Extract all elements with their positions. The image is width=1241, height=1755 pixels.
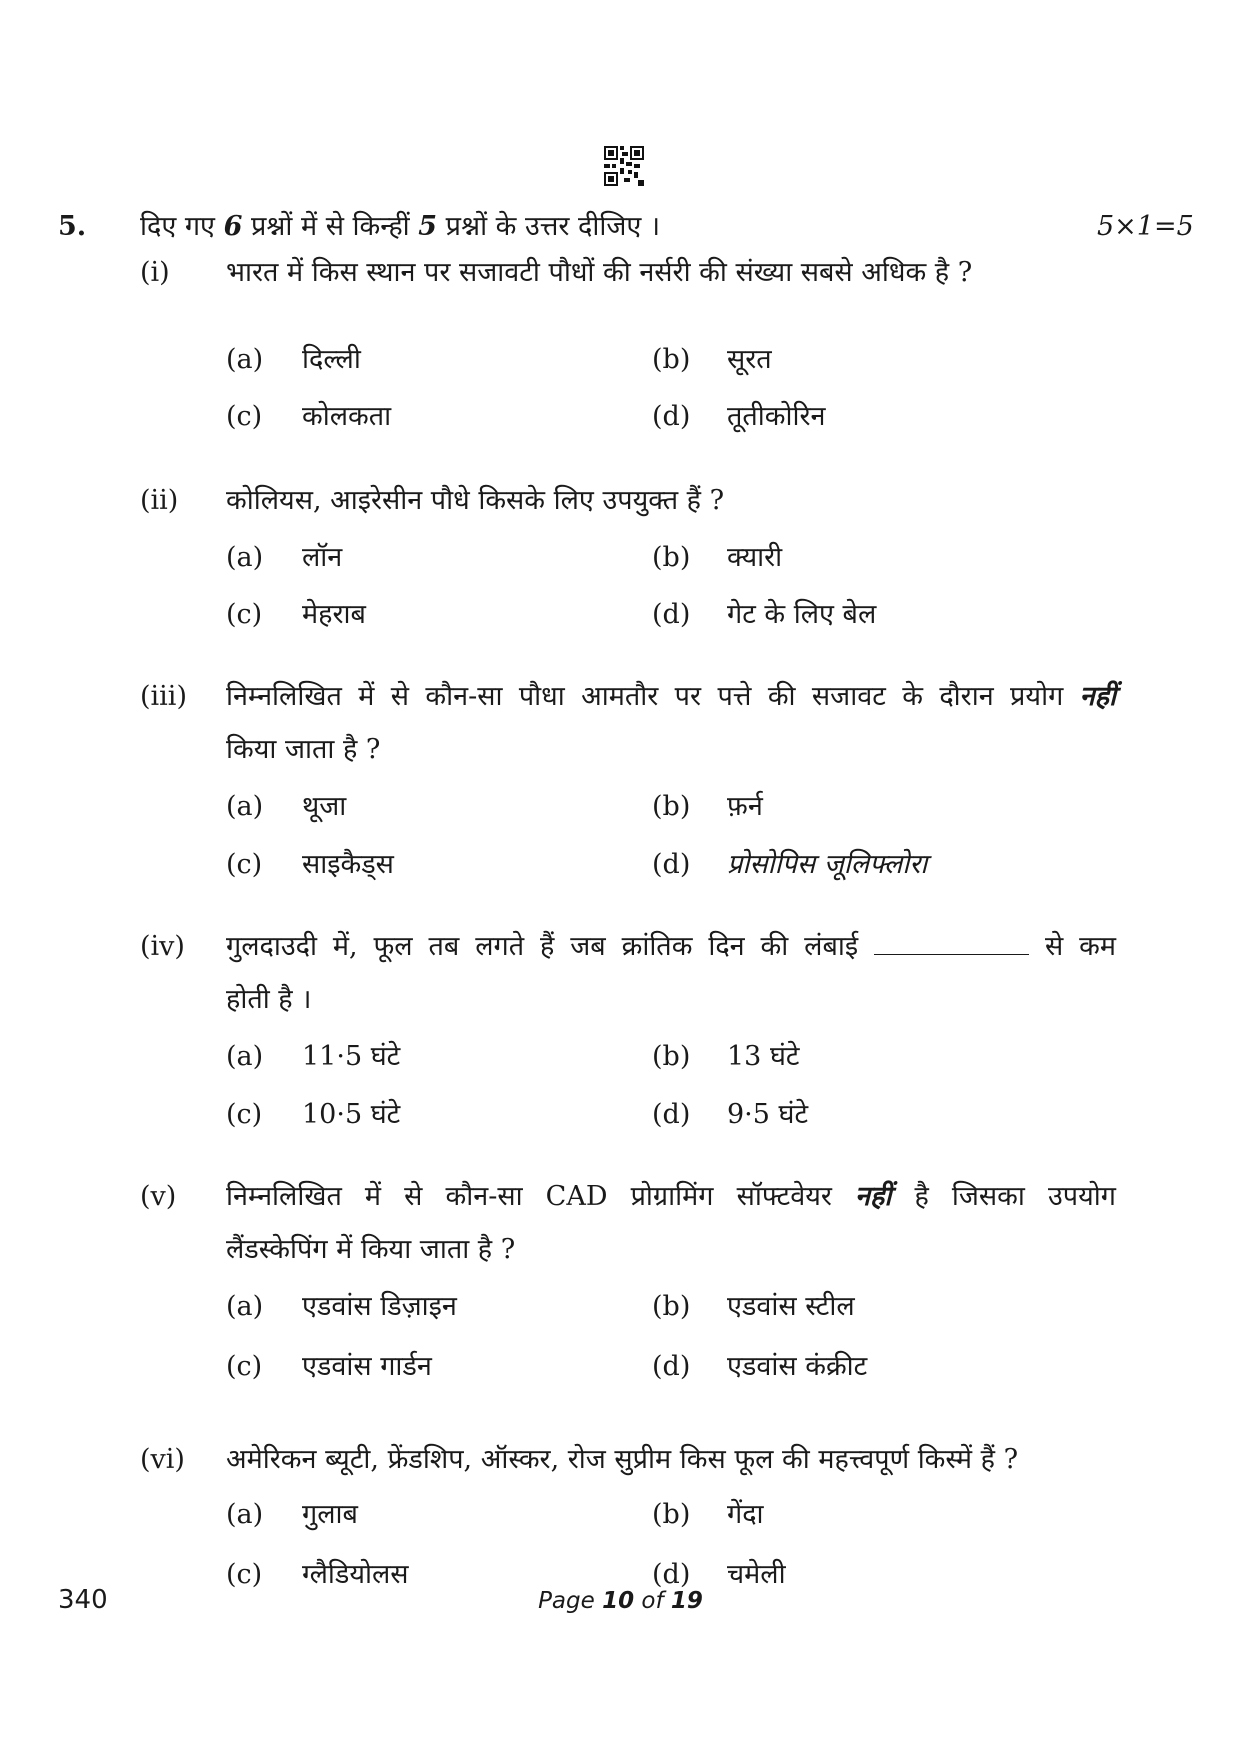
subquestion-text-line1: गुलदाउदी में, फूल तब लगते हैं जब क्रांतिक दिन की लंबाई से कम — [226, 931, 1117, 962]
option-label: (b) — [652, 1041, 691, 1072]
option-text: 10·5 घंटे — [302, 1099, 401, 1130]
option-label: (a) — [226, 1291, 264, 1322]
option-label: (c) — [226, 1099, 263, 1130]
option-text: लॉन — [302, 542, 343, 573]
marks-allocation: 5×1=5 — [1097, 211, 1194, 242]
option-text: गेंदा — [727, 1499, 764, 1530]
subquestion-label: (vi) — [140, 1444, 185, 1475]
option-label: (d) — [652, 1099, 691, 1130]
page-number: Page 10 of 19 — [538, 1588, 703, 1614]
option-text: तूतीकोरिन — [727, 401, 826, 432]
option-text: 13 घंटे — [727, 1041, 800, 1072]
subquestion-text-line2: होती है । — [226, 984, 312, 1015]
option-label: (c) — [226, 1351, 263, 1382]
option-label: (c) — [226, 401, 263, 432]
subquestion-label: (i) — [140, 257, 170, 288]
question-instruction: दिए गए 6 प्रश्नों में से किन्हीं 5 प्रश्नों के उत्तर दीजिए । — [140, 211, 661, 242]
option-label: (a) — [226, 344, 264, 375]
option-label: (a) — [226, 1041, 264, 1072]
option-label: (a) — [226, 542, 264, 573]
option-text: मेहराब — [302, 599, 366, 630]
subquestion-text-line1: निम्नलिखित में से कौन-सा CAD प्रोग्रामिंग सॉफ्टवेयर नहीं है जिसका उपयोग — [226, 1181, 1116, 1212]
option-text: फ़र्न — [727, 791, 763, 822]
option-label: (c) — [226, 599, 263, 630]
option-label: (b) — [652, 344, 691, 375]
option-label: (b) — [652, 1291, 691, 1322]
emphasis-not: नहीं — [855, 1181, 892, 1212]
subquestion-text-line2: किया जाता है ? — [226, 734, 381, 765]
subquestion-text: भारत में किस स्थान पर सजावटी पौधों की नर्सरी की संख्या सबसे अधिक है ? — [226, 257, 973, 288]
subquestion-text-line2: लैंडस्केपिंग में किया जाता है ? — [226, 1234, 516, 1265]
option-label: (d) — [652, 1559, 691, 1590]
option-label: (a) — [226, 791, 264, 822]
subquestion-text-line1: निम्नलिखित में से कौन-सा पौधा आमतौर पर पत्ते की सजावट के दौरान प्रयोग नहीं — [226, 681, 1116, 712]
option-text: थूजा — [302, 791, 347, 822]
option-text: गुलाब — [302, 1499, 358, 1530]
qr-code-icon — [604, 146, 644, 186]
option-label: (d) — [652, 599, 691, 630]
option-label: (d) — [652, 1351, 691, 1382]
option-text: प्रोसोपिस जूलिफ्लोरा — [727, 849, 928, 880]
option-text: गेट के लिए बेल — [727, 599, 877, 630]
subquestion-label: (iii) — [140, 681, 187, 712]
subquestion-text: अमेरिकन ब्यूटी, फ्रेंडशिप, ऑस्कर, रोज सुप्रीम किस फूल की महत्त्वपूर्ण किस्में हैं ? — [226, 1444, 1019, 1475]
option-text: 11·5 घंटे — [302, 1041, 401, 1072]
option-label: (b) — [652, 1499, 691, 1530]
option-text: एडवांस डिज़ाइन — [302, 1291, 457, 1322]
subquestion-label: (v) — [140, 1181, 177, 1212]
option-label: (a) — [226, 1499, 264, 1530]
subquestion-label: (iv) — [140, 931, 185, 962]
option-text: साइकैड्स — [302, 849, 394, 880]
option-label: (b) — [652, 791, 691, 822]
option-text: सूरत — [727, 344, 772, 375]
option-text: 9·5 घंटे — [727, 1099, 809, 1130]
emphasis-not: नहीं — [1079, 681, 1116, 712]
option-text: एडवांस कंक्रीट — [727, 1351, 868, 1382]
option-text: ग्लैडियोलस — [302, 1559, 409, 1590]
option-text: कोलकता — [302, 401, 392, 432]
option-label: (c) — [226, 849, 263, 880]
option-label: (c) — [226, 1559, 263, 1590]
option-label: (b) — [652, 542, 691, 573]
option-text: क्यारी — [727, 542, 783, 573]
subquestion-text: कोलियस, आइरेसीन पौधे किसके लिए उपयुक्त हैं ? — [226, 485, 725, 516]
option-text: चमेली — [727, 1559, 786, 1590]
option-label: (d) — [652, 849, 691, 880]
fill-in-blank — [874, 932, 1029, 955]
subquestion-label: (ii) — [140, 485, 179, 516]
option-text: दिल्ली — [302, 344, 361, 375]
paper-code: 340 — [58, 1585, 108, 1615]
option-text: एडवांस स्टील — [727, 1291, 855, 1322]
option-label: (d) — [652, 401, 691, 432]
option-text: एडवांस गार्डन — [302, 1351, 432, 1382]
question-number: 5. — [58, 211, 87, 242]
